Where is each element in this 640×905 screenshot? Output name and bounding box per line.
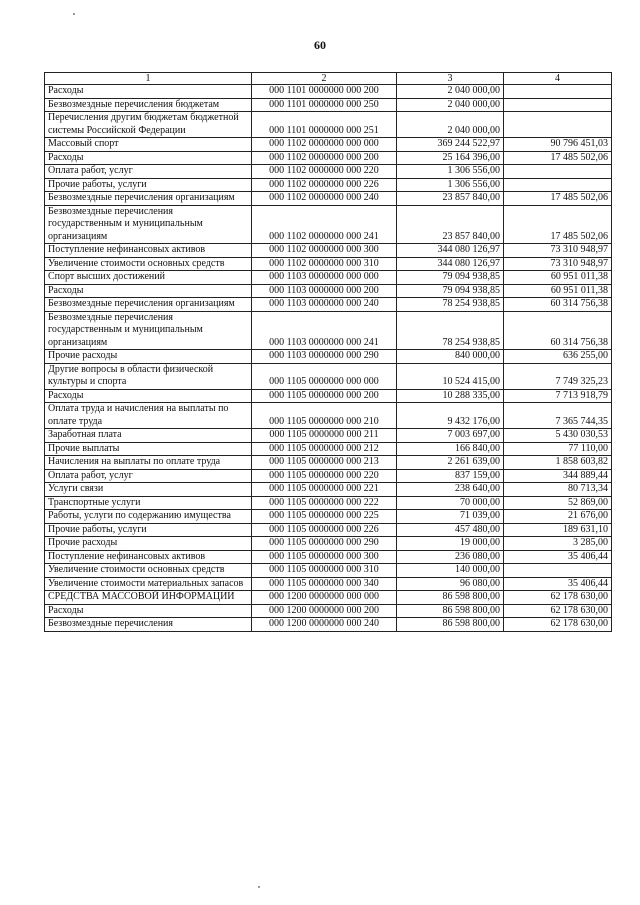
row-code-cell: 000 1200 0000000 000 200: [252, 604, 397, 618]
row-col4-cell: 90 796 451,03: [504, 138, 612, 152]
header-row: [45, 73, 612, 85]
row-col4-cell: [504, 564, 612, 578]
row-col3-cell: 78 254 938,85: [397, 311, 504, 350]
row-code-cell: 000 1200 0000000 000 240: [252, 618, 397, 632]
row-name-cell: Расходы: [45, 389, 252, 403]
row-name-cell: Увеличение стоимости основных средств: [45, 257, 252, 271]
row-col3-cell: 71 039,00: [397, 510, 504, 524]
row-col3-cell: 369 244 522,97: [397, 138, 504, 152]
row-code-cell: 000 1102 0000000 000 241: [252, 205, 397, 244]
row-code-cell: 000 1105 0000000 000 226: [252, 523, 397, 537]
row-col3-cell: 837 159,00: [397, 469, 504, 483]
row-code-cell: 000 1103 0000000 000 290: [252, 350, 397, 364]
table-row: [45, 496, 612, 510]
row-col3-cell: 23 857 840,00: [397, 192, 504, 206]
row-col3-cell: 2 261 639,00: [397, 456, 504, 470]
row-col3-cell: 23 857 840,00: [397, 205, 504, 244]
row-col4-cell: 7 713 918,79: [504, 389, 612, 403]
row-name-cell: Прочие работы, услуги: [45, 523, 252, 537]
row-code-cell: 000 1105 0000000 000 290: [252, 537, 397, 551]
row-col3-cell: 25 164 396,00: [397, 151, 504, 165]
row-name-cell: Услуги связи: [45, 483, 252, 497]
row-col3-cell: 840 000,00: [397, 350, 504, 364]
row-col4-cell: 17 485 502,06: [504, 205, 612, 244]
table-row: [45, 112, 612, 138]
row-code-cell: 000 1105 0000000 000 220: [252, 469, 397, 483]
table-row: [45, 205, 612, 244]
row-name-cell: Перечисления другим бюджетам бюджетной системы Российской Федерации: [45, 112, 252, 138]
row-code-cell: 000 1102 0000000 000 310: [252, 257, 397, 271]
row-col4-cell: 73 310 948,97: [504, 257, 612, 271]
row-name-cell: Безвозмездные перечисления государственным и муниципальным организациям: [45, 311, 252, 350]
row-name-cell: Расходы: [45, 85, 252, 99]
table-row: [45, 257, 612, 271]
row-code-cell: 000 1105 0000000 000 213: [252, 456, 397, 470]
row-code-cell: 000 1103 0000000 000 240: [252, 298, 397, 312]
row-col4-cell: [504, 112, 612, 138]
row-col3-cell: 140 000,00: [397, 564, 504, 578]
table-row: [45, 271, 612, 285]
table-row: [45, 138, 612, 152]
row-col3-cell: 79 094 938,85: [397, 271, 504, 285]
row-col3-cell: 457 480,00: [397, 523, 504, 537]
row-name-cell: СРЕДСТВА МАССОВОЙ ИНФОРМАЦИИ: [45, 591, 252, 605]
table-row: [45, 165, 612, 179]
row-name-cell: Работы, услуги по содержанию имущества: [45, 510, 252, 524]
table-row: [45, 363, 612, 389]
row-col3-cell: 2 040 000,00: [397, 85, 504, 99]
row-col3-cell: 96 080,00: [397, 577, 504, 591]
row-code-cell: 000 1102 0000000 000 240: [252, 192, 397, 206]
row-col4-cell: 77 110,00: [504, 442, 612, 456]
row-col3-cell: 1 306 556,00: [397, 178, 504, 192]
row-name-cell: Другие вопросы в области физической культуры и спорта: [45, 363, 252, 389]
row-col3-cell: 344 080 126,97: [397, 244, 504, 258]
row-name-cell: Поступление нефинансовых активов: [45, 244, 252, 258]
row-col3-cell: 2 040 000,00: [397, 112, 504, 138]
table-row: [45, 350, 612, 364]
row-code-cell: 000 1105 0000000 000 212: [252, 442, 397, 456]
row-col4-cell: 5 430 030,53: [504, 429, 612, 443]
column-header: 2: [252, 73, 397, 85]
row-name-cell: Безвозмездные перечисления государственным и муниципальным организациям: [45, 205, 252, 244]
page-number: 60: [314, 38, 326, 52]
row-col3-cell: 78 254 938,85: [397, 298, 504, 312]
row-col4-cell: 62 178 630,00: [504, 618, 612, 632]
row-col4-cell: 60 314 756,38: [504, 298, 612, 312]
table-row: [45, 192, 612, 206]
row-name-cell: Оплата работ, услуг: [45, 469, 252, 483]
row-col3-cell: 86 598 800,00: [397, 604, 504, 618]
table-row: [45, 618, 612, 632]
row-col4-cell: 21 676,00: [504, 510, 612, 524]
scan-speck: [258, 886, 260, 888]
row-name-cell: Оплата работ, услуг: [45, 165, 252, 179]
row-name-cell: Безвозмездные перечисления организациям: [45, 298, 252, 312]
row-name-cell: Начисления на выплаты по оплате труда: [45, 456, 252, 470]
column-header: 1: [45, 73, 252, 85]
row-code-cell: 000 1105 0000000 000 225: [252, 510, 397, 524]
scan-speck: [73, 13, 75, 15]
row-col4-cell: 3 285,00: [504, 537, 612, 551]
table-row: [45, 523, 612, 537]
table-row: [45, 550, 612, 564]
row-code-cell: 000 1105 0000000 000 210: [252, 403, 397, 429]
table-row: [45, 604, 612, 618]
row-col4-cell: [504, 98, 612, 112]
row-col3-cell: 19 000,00: [397, 537, 504, 551]
row-code-cell: 000 1200 0000000 000 000: [252, 591, 397, 605]
row-name-cell: Безвозмездные перечисления: [45, 618, 252, 632]
table-row: [45, 510, 612, 524]
row-col4-cell: 7 749 325,23: [504, 363, 612, 389]
budget-table: [44, 72, 612, 632]
row-col3-cell: 79 094 938,85: [397, 284, 504, 298]
row-code-cell: 000 1105 0000000 000 000: [252, 363, 397, 389]
row-col4-cell: 636 255,00: [504, 350, 612, 364]
row-code-cell: 000 1101 0000000 000 250: [252, 98, 397, 112]
row-name-cell: Транспортные услуги: [45, 496, 252, 510]
row-col4-cell: 35 406,44: [504, 550, 612, 564]
table-row: [45, 284, 612, 298]
row-col3-cell: 344 080 126,97: [397, 257, 504, 271]
row-col4-cell: [504, 178, 612, 192]
table-row: [45, 298, 612, 312]
row-col3-cell: 9 432 176,00: [397, 403, 504, 429]
row-code-cell: 000 1101 0000000 000 200: [252, 85, 397, 99]
row-name-cell: Увеличение стоимости основных средств: [45, 564, 252, 578]
row-col3-cell: 236 080,00: [397, 550, 504, 564]
row-name-cell: Прочие расходы: [45, 350, 252, 364]
table-row: [45, 591, 612, 605]
table-row: [45, 537, 612, 551]
row-code-cell: 000 1102 0000000 000 000: [252, 138, 397, 152]
table-row: [45, 178, 612, 192]
table-row: [45, 429, 612, 443]
row-col3-cell: 10 288 335,00: [397, 389, 504, 403]
row-code-cell: 000 1105 0000000 000 340: [252, 577, 397, 591]
row-col4-cell: 60 314 756,38: [504, 311, 612, 350]
row-code-cell: 000 1103 0000000 000 000: [252, 271, 397, 285]
row-name-cell: Расходы: [45, 151, 252, 165]
row-code-cell: 000 1105 0000000 000 221: [252, 483, 397, 497]
row-col3-cell: 2 040 000,00: [397, 98, 504, 112]
row-code-cell: 000 1103 0000000 000 200: [252, 284, 397, 298]
row-name-cell: Оплата труда и начисления на выплаты по оплате труда: [45, 403, 252, 429]
table-row: [45, 577, 612, 591]
row-col4-cell: [504, 85, 612, 99]
row-code-cell: 000 1102 0000000 000 300: [252, 244, 397, 258]
row-name-cell: Поступление нефинансовых активов: [45, 550, 252, 564]
row-col3-cell: 86 598 800,00: [397, 618, 504, 632]
row-code-cell: 000 1105 0000000 000 211: [252, 429, 397, 443]
row-col4-cell: 189 631,10: [504, 523, 612, 537]
row-col4-cell: 1 858 603,82: [504, 456, 612, 470]
row-col4-cell: 344 889,44: [504, 469, 612, 483]
row-col3-cell: 1 306 556,00: [397, 165, 504, 179]
row-code-cell: 000 1105 0000000 000 200: [252, 389, 397, 403]
row-col3-cell: 86 598 800,00: [397, 591, 504, 605]
row-name-cell: Заработная плата: [45, 429, 252, 443]
row-col4-cell: 62 178 630,00: [504, 604, 612, 618]
row-col4-cell: 62 178 630,00: [504, 591, 612, 605]
row-name-cell: Безвозмездные перечисления организациям: [45, 192, 252, 206]
row-col4-cell: 60 951 011,38: [504, 284, 612, 298]
table-row: [45, 403, 612, 429]
table-row: [45, 85, 612, 99]
row-name-cell: Массовый спорт: [45, 138, 252, 152]
row-col4-cell: [504, 165, 612, 179]
table-row: [45, 469, 612, 483]
table-row: [45, 151, 612, 165]
row-code-cell: 000 1102 0000000 000 220: [252, 165, 397, 179]
row-name-cell: Расходы: [45, 284, 252, 298]
row-name-cell: Прочие расходы: [45, 537, 252, 551]
row-col3-cell: 166 840,00: [397, 442, 504, 456]
row-name-cell: Спорт высших достижений: [45, 271, 252, 285]
row-col4-cell: 17 485 502,06: [504, 151, 612, 165]
row-col4-cell: 52 869,00: [504, 496, 612, 510]
table-row: [45, 244, 612, 258]
row-col3-cell: 70 000,00: [397, 496, 504, 510]
row-name-cell: Прочие выплаты: [45, 442, 252, 456]
row-code-cell: 000 1103 0000000 000 241: [252, 311, 397, 350]
row-col4-cell: 80 713,34: [504, 483, 612, 497]
column-header: 4: [504, 73, 612, 85]
table-body: [45, 85, 612, 632]
table-row: [45, 456, 612, 470]
table-row: [45, 442, 612, 456]
row-col3-cell: 238 640,00: [397, 483, 504, 497]
row-name-cell: Расходы: [45, 604, 252, 618]
row-col4-cell: 35 406,44: [504, 577, 612, 591]
row-name-cell: Прочие работы, услуги: [45, 178, 252, 192]
row-code-cell: 000 1105 0000000 000 300: [252, 550, 397, 564]
row-name-cell: Безвозмездные перечисления бюджетам: [45, 98, 252, 112]
table-row: [45, 483, 612, 497]
row-col4-cell: 7 365 744,35: [504, 403, 612, 429]
table-row: [45, 311, 612, 350]
table-row: [45, 564, 612, 578]
row-col3-cell: 10 524 415,00: [397, 363, 504, 389]
row-name-cell: Увеличение стоимости материальных запасов: [45, 577, 252, 591]
row-code-cell: 000 1105 0000000 000 222: [252, 496, 397, 510]
row-code-cell: 000 1102 0000000 000 226: [252, 178, 397, 192]
table-row: [45, 98, 612, 112]
row-col4-cell: 73 310 948,97: [504, 244, 612, 258]
row-code-cell: 000 1102 0000000 000 200: [252, 151, 397, 165]
row-code-cell: 000 1101 0000000 000 251: [252, 112, 397, 138]
row-col4-cell: 17 485 502,06: [504, 192, 612, 206]
row-code-cell: 000 1105 0000000 000 310: [252, 564, 397, 578]
table-row: [45, 389, 612, 403]
row-col3-cell: 7 003 697,00: [397, 429, 504, 443]
row-col4-cell: 60 951 011,38: [504, 271, 612, 285]
column-header: 3: [397, 73, 504, 85]
